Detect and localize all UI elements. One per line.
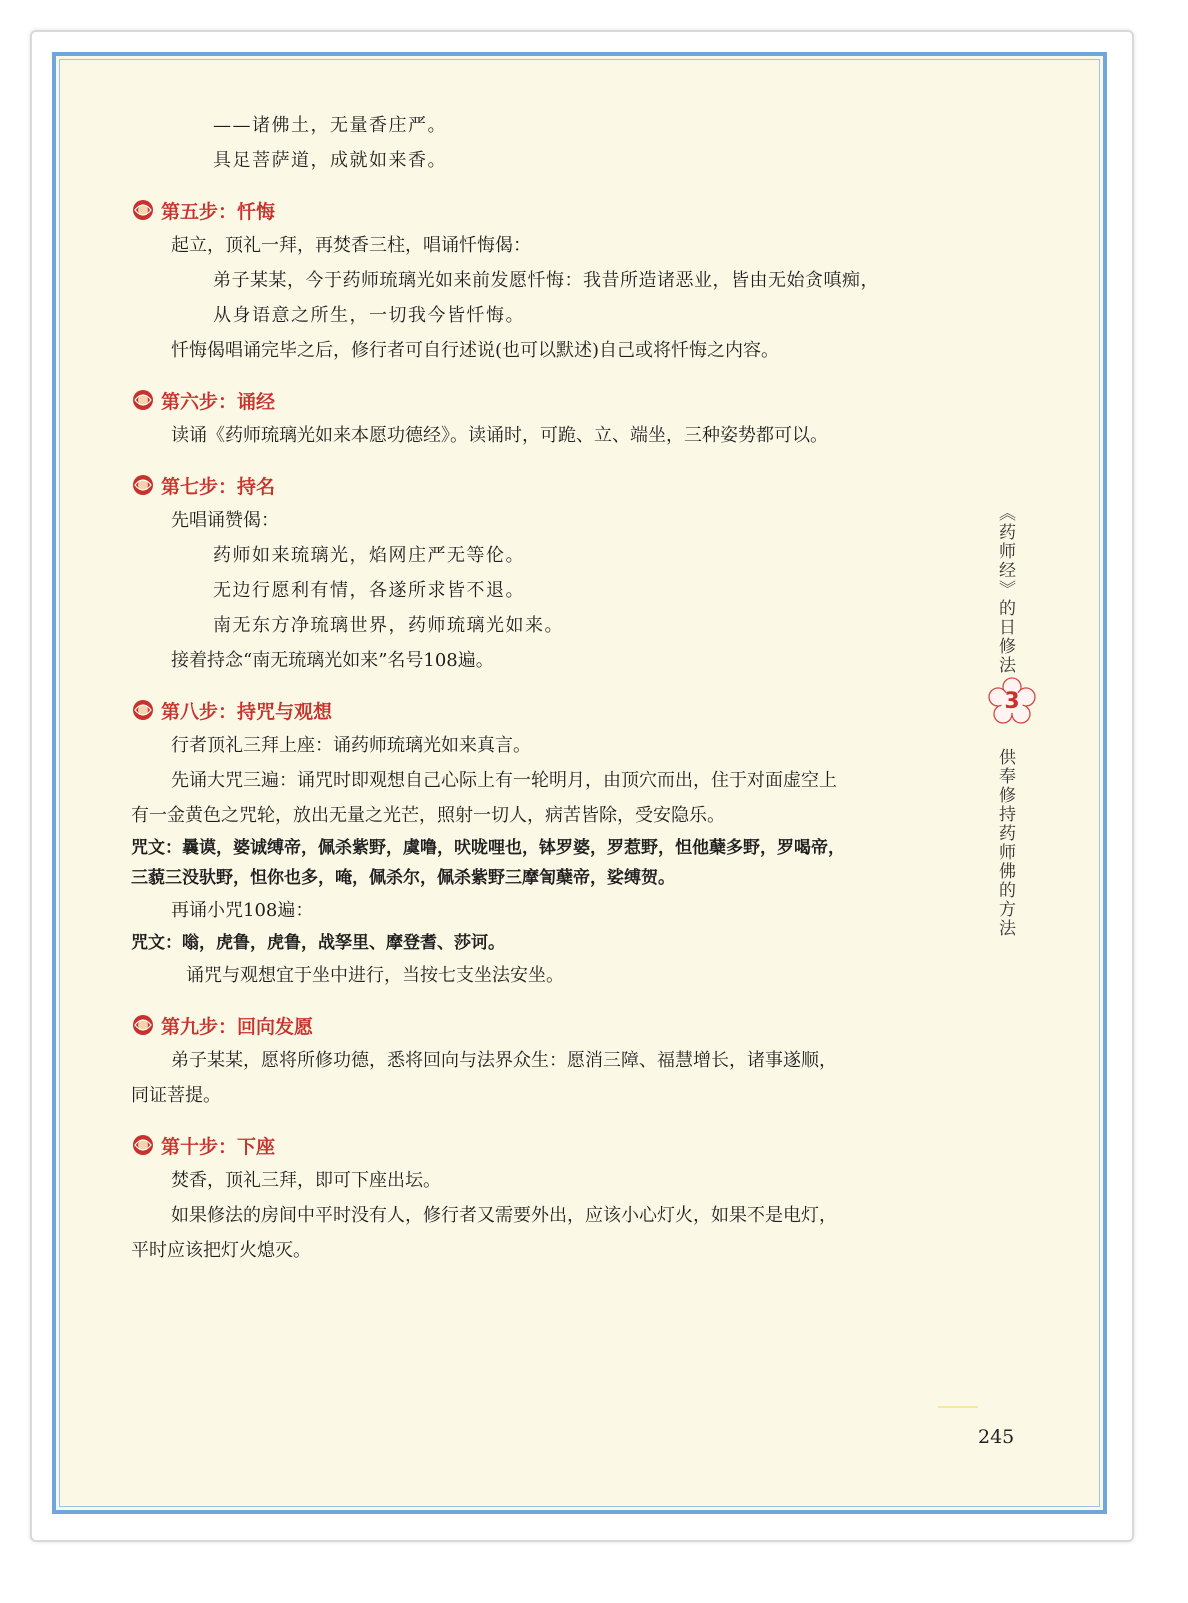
step5-heading	[131, 192, 901, 228]
running-header-top: 《药师经》的日修法	[995, 504, 1015, 675]
step10-heading	[131, 1127, 901, 1163]
step9-text: 弟子某某，愿将所修功德，悉将回向与法界众生：愿消三障、福慧增长，诸事遂顺，	[171, 1050, 837, 1071]
step9-text2: 同证菩提。	[131, 1085, 221, 1106]
step5-outro: 忏悔偈唱诵完毕之后，修行者可自行述说(也可以默述)自己或将忏悔之内容。	[171, 340, 780, 361]
lotus-icon	[131, 473, 155, 497]
step5-verse2: 从身语意之所生，一切我今皆忏悔。	[213, 305, 525, 326]
running-header-bottom: 供奉修持药师佛的方法	[995, 748, 1015, 938]
lotus-icon	[131, 1013, 155, 1037]
verse-line: ——诸佛土，无量香庄严。	[213, 115, 447, 136]
mantra-long-2: 三藐三没驮野，怛你也多，唵，佩杀尔，佩杀紫野三摩訇蘖帝，娑缚贺。	[131, 868, 675, 888]
step7-heading	[131, 467, 901, 503]
mantra-long-1: 咒文：曩谟，婆诚缚帝，佩杀紫野，虞噜，吠咙哩也，钵罗婆，罗惹野，怛他蘖多野，罗喝帝，	[131, 838, 845, 858]
step7-verse: 无边行愿利有情，各遂所求皆不退。	[213, 580, 525, 601]
step7-intro: 先唱诵赞偈：	[171, 510, 279, 531]
step8-title: 第八步：持咒与观想	[161, 700, 333, 723]
step10-p1: 焚香，顶礼三拜，即可下座出坛。	[171, 1170, 441, 1191]
step7-outro: 接着持念“南无琉璃光如来”名号108遍。	[171, 650, 494, 671]
step8-p1: 行者顶礼三拜上座：诵药师琉璃光如来真言。	[171, 735, 531, 756]
page-content	[131, 108, 901, 1268]
step10-p2a: 如果修法的房间中平时没有人，修行者又需要外出，应该小心灯火，如果不是电灯，	[171, 1205, 837, 1226]
mantra-short: 咒文：嗡，虎鲁，虎鲁，战孥里、摩登耆、莎诃。	[131, 933, 505, 953]
step7-verse: 药师如来琉璃光，焰网庄严无等伦。	[213, 545, 525, 566]
footer-decoration	[938, 1406, 978, 1408]
verse-line: 具足菩萨道，成就如来香。	[213, 150, 447, 171]
step8-p4: 诵咒与观想宜于坐中进行，当按七支坐法安坐。	[186, 965, 564, 986]
step9-heading	[131, 1007, 901, 1043]
step6-text: 读诵《药师琉璃光如来本愿功德经》。读诵时，可跪、立、端坐，三种姿势都可以。	[171, 425, 828, 446]
step10-p2b: 平时应该把灯火熄灭。	[131, 1240, 311, 1261]
step10-title: 第十步：下座	[161, 1135, 276, 1158]
step8-heading	[131, 692, 901, 728]
step8-p3: 再诵小咒108遍：	[171, 900, 314, 921]
lotus-icon	[131, 698, 155, 722]
step8-p2a: 先诵大咒三遍：诵咒时即观想自己心际上有一轮明月，由顶穴而出，住于对面虚空上	[171, 770, 837, 791]
step6-heading	[131, 382, 901, 418]
step5-title: 第五步：忏悔	[161, 200, 276, 223]
step5-verse1: 弟子某某，今于药师琉璃光如来前发愿忏悔：我昔所造诸恶业，皆由无始贪嗔痴，	[213, 270, 879, 291]
chapter-badge	[985, 675, 1039, 729]
page-number: 245	[978, 1426, 1015, 1448]
step7-title: 第七步：持名	[161, 475, 276, 498]
chapter-number: 3	[1004, 689, 1020, 714]
lotus-icon	[131, 1133, 155, 1157]
step8-p2b: 有一金黄色之咒轮，放出无量之光芒，照射一切人，病苦皆除，受安隐乐。	[131, 805, 725, 826]
step5-intro: 起立，顶礼一拜，再焚香三柱，唱诵忏悔偈：	[171, 235, 531, 256]
step6-title: 第六步：诵经	[161, 390, 276, 413]
lotus-icon	[131, 388, 155, 412]
step9-title: 第九步：回向发愿	[161, 1015, 314, 1038]
lotus-icon	[131, 198, 155, 222]
step7-verse: 南无东方净琉璃世界，药师琉璃光如来。	[213, 615, 564, 636]
